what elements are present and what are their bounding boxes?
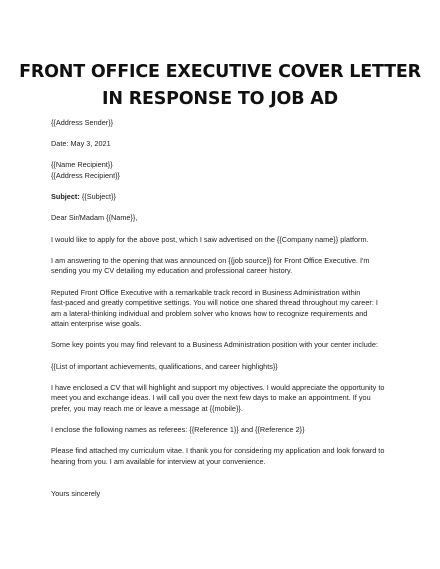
paragraph-key-points (51, 340, 401, 351)
paragraph-references (51, 425, 401, 436)
paragraph-line: fast-paced and greatly competitive settings. You will notice one shared thread throughout my career: I (51, 298, 378, 308)
name-recipient: {{Name Recipient}} (51, 160, 113, 170)
address-sender-text: {{Address Sender}} (51, 118, 114, 127)
spacer (51, 478, 401, 489)
paragraph-profile (51, 288, 401, 330)
paragraph-cv (51, 383, 401, 415)
sign-off-text: Yours sincerely (51, 488, 101, 498)
salutation-text: Dear Sir/Madam {{Name}}, (51, 213, 138, 223)
paragraph-line: prefer, you may reach me or leave a message at {{mobile}}. (51, 404, 243, 414)
document-title-line-1: FRONT OFFICE EXECUTIVE COVER LETTER (19, 62, 421, 82)
paragraph-line: hearing from you. I am available for interview at your convenience. (51, 457, 266, 466)
paragraph-line: I enclose the following names as referees: {{Reference 1}} and {{Reference 2}} (51, 425, 305, 435)
recipient-block (51, 160, 401, 181)
document-title-line-2: IN RESPONSE TO JOB AD (102, 89, 338, 109)
paragraph-line: {{List of important achievements, qualifications, and career highlights}} (51, 361, 278, 371)
paragraph-line: I am answering to the opening that was announced on {{job source}} for Front Office Executive. I'm (51, 255, 370, 265)
letter-date-text: Date: May 3, 2021 (51, 139, 111, 149)
subject-line-text (51, 192, 401, 203)
paragraph-line: sending you my CV detailing my education and professional career history. (51, 266, 293, 276)
paragraph-closing (51, 446, 401, 467)
address-recipient: {{Address Recipient}} (51, 170, 120, 180)
subject-line (51, 192, 401, 203)
paragraph-intro (51, 235, 401, 246)
letter-body (51, 118, 401, 499)
paragraph-line: I would like to apply for the above post, which I saw advertised on the {{Company name}} platform. (51, 234, 369, 244)
address-sender (51, 118, 401, 129)
paragraph-achievements (51, 362, 401, 373)
paragraph-line: meet you and exchange ideas. I will call you over the next few days to make an appointment. If you (51, 393, 371, 403)
paragraph-line: Some key points you may find relevant to a Business Administration position with your center include: (51, 340, 378, 350)
paragraph-line: Reputed Front Office Executive with a remarkable track record in Business Administration within (51, 287, 361, 297)
paragraph-line: I have enclosed a CV that will highlight and support my objectives. I would appreciate the opportunity to (51, 382, 385, 392)
subject-value: {{Subject}} (79, 192, 116, 202)
subject-label: Subject: (51, 192, 80, 202)
paragraph-line: am a lateral-thinking individual and problem solver who knows how to recognize requirements and (51, 308, 368, 318)
salutation (51, 213, 401, 224)
paragraph-line: attain enterprise wise goals. (51, 319, 142, 329)
paragraph-opening (51, 256, 401, 277)
paragraph-line: Please find attached my curriculum vitae. I thank you for considering my application and look forward to (51, 446, 385, 456)
sign-off (51, 489, 401, 500)
letter-date (51, 139, 401, 150)
